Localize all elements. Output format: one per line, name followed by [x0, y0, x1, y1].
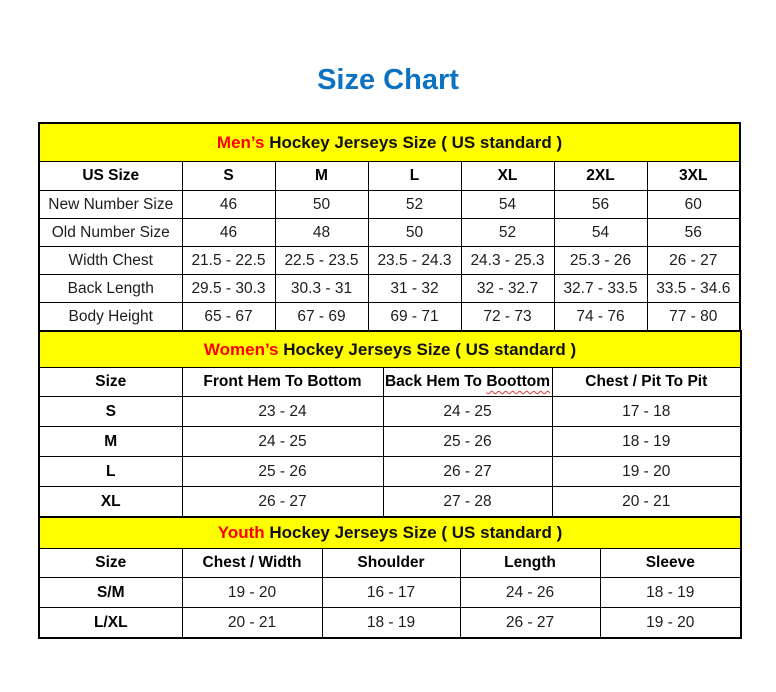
data-cell: 19 - 20: [182, 578, 322, 608]
row-label: L: [39, 457, 182, 487]
column-header: L: [368, 162, 461, 191]
row-label: S/M: [39, 578, 182, 608]
data-cell: 23.5 - 24.3: [368, 247, 461, 275]
data-cell: 26 - 27: [460, 608, 600, 639]
youth-header-row: [39, 549, 741, 578]
column-header: Chest / Pit To Pit: [552, 368, 741, 397]
data-cell: 29.5 - 30.3: [182, 275, 275, 303]
column-header: Sleeve: [600, 549, 741, 578]
data-cell: 25 - 26: [182, 457, 383, 487]
youth-band-row: [39, 517, 741, 549]
table-row: [39, 487, 741, 518]
table-row: [39, 303, 740, 332]
data-cell: 21.5 - 22.5: [182, 247, 275, 275]
data-cell: 24 - 26: [460, 578, 600, 608]
row-label: Back Length: [39, 275, 182, 303]
data-cell: 54: [461, 191, 554, 219]
mens-size-table: [38, 122, 741, 332]
data-cell: 69 - 71: [368, 303, 461, 332]
data-cell: 20 - 21: [182, 608, 322, 639]
size-tables-container: [38, 122, 740, 639]
data-cell: 19 - 20: [600, 608, 741, 639]
table-row: [39, 608, 741, 639]
mens-band-row: [39, 123, 740, 162]
data-cell: 33.5 - 34.6: [647, 275, 740, 303]
row-label: New Number Size: [39, 191, 182, 219]
data-cell: 23 - 24: [182, 397, 383, 427]
data-cell: 19 - 20: [552, 457, 741, 487]
data-cell: 77 - 80: [647, 303, 740, 332]
column-header: Size: [39, 549, 182, 578]
data-cell: 32.7 - 33.5: [554, 275, 647, 303]
data-cell: 65 - 67: [182, 303, 275, 332]
data-cell: 27 - 28: [383, 487, 552, 518]
data-cell: 56: [647, 219, 740, 247]
column-header: US Size: [39, 162, 182, 191]
row-label: Old Number Size: [39, 219, 182, 247]
data-cell: 26 - 27: [647, 247, 740, 275]
data-cell: 24 - 25: [383, 397, 552, 427]
row-label: Width Chest: [39, 247, 182, 275]
youth-band-title: [39, 517, 741, 549]
row-label: M: [39, 427, 182, 457]
data-cell: 18 - 19: [322, 608, 460, 639]
data-cell: 72 - 73: [461, 303, 554, 332]
table-row: [39, 275, 740, 303]
data-cell: 16 - 17: [322, 578, 460, 608]
womens-band-title: [39, 331, 741, 368]
data-cell: 52: [368, 191, 461, 219]
row-label: XL: [39, 487, 182, 518]
data-cell: 24.3 - 25.3: [461, 247, 554, 275]
data-cell: 50: [368, 219, 461, 247]
column-header: Chest / Width: [182, 549, 322, 578]
column-header: Back Hem To Boottom: [383, 368, 552, 397]
row-label: Body Height: [39, 303, 182, 332]
womens-size-table: [38, 330, 742, 518]
column-header: 2XL: [554, 162, 647, 191]
data-cell: 20 - 21: [552, 487, 741, 518]
table-row: [39, 457, 741, 487]
data-cell: 54: [554, 219, 647, 247]
data-cell: 56: [554, 191, 647, 219]
data-cell: 22.5 - 23.5: [275, 247, 368, 275]
band-accent-text: Youth: [217, 523, 265, 542]
data-cell: 32 - 32.7: [461, 275, 554, 303]
band-rest-text: Hockey Jerseys Size ( US standard ): [264, 132, 563, 152]
row-label: S: [39, 397, 182, 427]
band-rest-text: Hockey Jerseys Size ( US standard ): [264, 523, 563, 542]
data-cell: 46: [182, 219, 275, 247]
data-cell: 74 - 76: [554, 303, 647, 332]
column-header: M: [275, 162, 368, 191]
band-accent-text: Men’s: [216, 132, 265, 152]
data-cell: 60: [647, 191, 740, 219]
table-row: [39, 219, 740, 247]
column-header: S: [182, 162, 275, 191]
data-cell: 24 - 25: [182, 427, 383, 457]
table-row: [39, 191, 740, 219]
page-title: Size Chart: [317, 64, 459, 96]
data-cell: 25 - 26: [383, 427, 552, 457]
band-rest-text: Hockey Jerseys Size ( US standard ): [278, 339, 577, 359]
data-cell: 25.3 - 26: [554, 247, 647, 275]
data-cell: 50: [275, 191, 368, 219]
data-cell: 18 - 19: [600, 578, 741, 608]
table-row: [39, 427, 741, 457]
data-cell: 31 - 32: [368, 275, 461, 303]
womens-header-row: [39, 368, 741, 397]
mens-band-title: [39, 123, 740, 162]
youth-size-table: [38, 516, 742, 639]
data-cell: 17 - 18: [552, 397, 741, 427]
data-cell: 48: [275, 219, 368, 247]
column-header: Size: [39, 368, 182, 397]
table-row: [39, 578, 741, 608]
data-cell: 26 - 27: [182, 487, 383, 518]
data-cell: 67 - 69: [275, 303, 368, 332]
column-header: XL: [461, 162, 554, 191]
data-cell: 30.3 - 31: [275, 275, 368, 303]
data-cell: 52: [461, 219, 554, 247]
column-header: 3XL: [647, 162, 740, 191]
band-accent-text: Women’s: [203, 339, 279, 359]
data-cell: 18 - 19: [552, 427, 741, 457]
data-cell: 26 - 27: [383, 457, 552, 487]
data-cell: 46: [182, 191, 275, 219]
column-header: Length: [460, 549, 600, 578]
column-header: Front Hem To Bottom: [182, 368, 383, 397]
womens-band-row: [39, 331, 741, 368]
column-header: Shoulder: [322, 549, 460, 578]
table-row: [39, 247, 740, 275]
table-row: [39, 397, 741, 427]
mens-header-row: [39, 162, 740, 191]
misspelled-word: Boottom: [486, 373, 551, 390]
row-label: L/XL: [39, 608, 182, 639]
